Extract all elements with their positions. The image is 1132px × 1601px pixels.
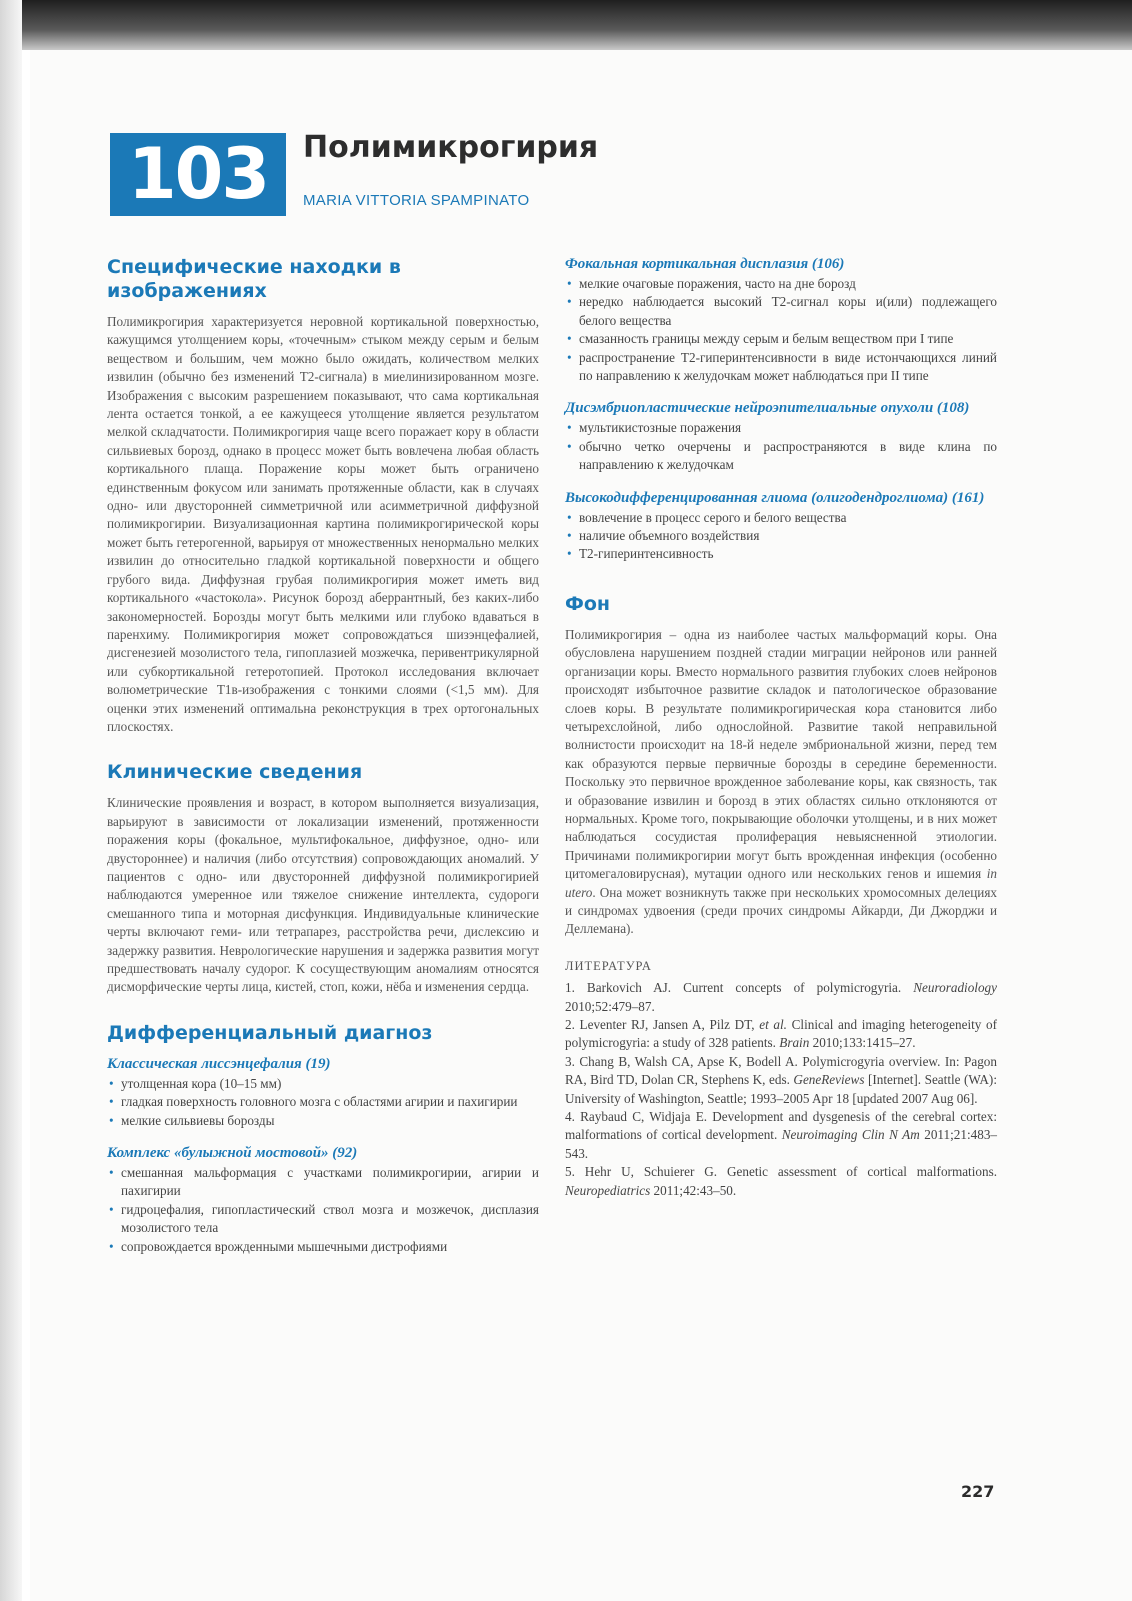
- diagnosis-list: [107, 1075, 539, 1130]
- text-run: 4. Raybaud C, Widjaja E. Development and dysgenesis of the cerebral cortex: malformations of cortical development.: [565, 1109, 997, 1143]
- text-run-italic: in utero: [565, 866, 997, 900]
- list-item: • мелкие очаговые поражения, часто на дне борозд: [565, 275, 997, 293]
- journal-name: Neuroradiology: [913, 980, 997, 996]
- list-item: • мультикистозные поражения: [565, 419, 997, 437]
- text-run: 1. Barkovich AJ. Current concepts of polymicrogyria.: [565, 980, 914, 996]
- section-clinical: [107, 760, 539, 996]
- list-item: • сопровождается врожденными мышечными дистрофиями: [107, 1238, 539, 1256]
- section-heading: Дифференциальный диагноз: [107, 1021, 433, 1044]
- right-column: [565, 255, 997, 1200]
- diagnosis-title: Фокальная кортикальная дисплазия (106): [565, 256, 845, 272]
- section-differential: [107, 1021, 539, 1256]
- list-item: • гидроцефалия, гипопластический ствол мозга и мозжечок, дисплазия мозолистого тела: [107, 1201, 539, 1238]
- diagnosis-list: [107, 1164, 539, 1256]
- list-item: • наличие объемного воздействия: [565, 527, 997, 545]
- page-gutter-shadow: [0, 0, 22, 1601]
- reference-item: [565, 1053, 997, 1108]
- references-heading: ЛИТЕРАТУРА: [565, 958, 652, 973]
- journal-name: Neuropediatrics: [565, 1182, 651, 1198]
- list-item: • Т2-гиперинтенсивность: [565, 545, 997, 563]
- section-heading: Клинические сведения: [107, 761, 363, 784]
- references-list: [565, 979, 997, 1200]
- list-item: • распространение Т2-гиперинтенсивности в виде истончающихся линий по направлению к желудочкам может наблюдаться при II типе: [565, 349, 997, 386]
- text-run: Полимикрогирия – одна из наиболее частых мальформаций коры. Она обусловлена нарушением поздней стадии миграции нейронов или ранней организации коры. Вместо нормального развития глубоких слоев нейронов происходят избыточное развитие складок и патологическое образование слоев коры. В результате полимикрогирическая кора становится либо четырехслойной, либо однослойной. Развитие такой неправильной волнистости происходит на 18-й неделе эмбриональной жизни, перед тем как образуются первые первичные борозды в середине беременности. Поскольку это первичное врожденное заболевание коры, как связность, так и образование извилин и борозд в этих областях сильно отклоняются от нормальных. Кроме того, покрывающие оболочки утолщены, и в них может наблюдаться сосудистая пролиферация невыясненной этиологии. Причинами полимикрогирии могут быть врожденная инфекция (особенно цитомегаловирусная), мутации одного или нескольких генов и ишемия: [565, 626, 997, 882]
- section-heading: Специфические находки в изображениях: [107, 256, 401, 302]
- section-text: Полимикрогирия характеризуется неровной кортикальной поверхностью, кажущимся утолщением коры, «точечным» стыком между серым и белым веществом и большим, чем можно было ожидать, количеством мелких извилин (обычно без изменений Т2-сигнала) в миелинизированном мозге. Изображения с высоким разрешением показывают, что сама кортикальная лента остается тонкой, а ее кажущееся утолщение является результатом мелкой складчатости. Полимикрогирия чаще всего поражает кору в области сильвиевых борозд, однако в процесс может быть вовлечена любая область кортикального плаща. Поражение коры может быть ограничено единственным фокусом или занимать протяженные области, как в случаях одно- или двусторонней симметричной или асимметричной диффузной полимикрогирии. Визуализационная картина полимикрогирической коры может быть гетерогенной, варьируя от множественных ненормально мелких извилин до относительно гладкой кортикальной поверхности и общего грубого вида. Диффузная грубая полимикрогирия может иметь вид кортикального «частокола». Рисунок борозд аберрантный, без каких-либо закономерностей. Борозды могут быть мелкими или глубоко вдаваться в паренхиму. Полимикрогирия может сопровождаться шизэнцефалией, дисгенезией мозолистого тела, гипоплазией мозжечка, перивентрикулярной или субкортикальной гетеротопией. Протокол исследования включает волюметрические Т1в-изображения с тонкими слоями (<1,5 мм). Для оценки этих изменений оптимальна реконструкция в трех ортогональных плоскостях.: [107, 314, 539, 734]
- diagnosis-title: Дисэмбриопластические нейроэпителиальные опухоли (108): [565, 400, 970, 417]
- text-run: 2011;42:43–50.: [650, 1182, 737, 1198]
- section-imaging: [107, 255, 539, 736]
- reference-item: [565, 1108, 997, 1163]
- scan-edge-bar: [0, 0, 1132, 50]
- section-text: [565, 626, 997, 939]
- text-run: 2010;52:479–87.: [565, 998, 655, 1014]
- chapter-number: 103: [110, 133, 286, 216]
- list-item: • нередко наблюдается высокий Т2-сигнал коры и(или) подлежащего белого вещества: [565, 293, 997, 330]
- text-run: 3. Chang B, Walsh CA, Apse K, Bodell A. Polymicrogyria overview. In: Pagon RA, Bird TD, Dolan CR, Stephens K, eds.: [565, 1053, 997, 1088]
- diagnosis-title: Классическая лиссэнцефалия (19): [107, 1055, 331, 1072]
- text-run: [Internet]. Seattle (WA): University of Washington, Seattle; 1993–2005 Apr 18 [updated 2007 Aug 06].: [565, 1072, 997, 1106]
- section-heading: Фон: [565, 592, 611, 615]
- chapter-title: Полимикрогирия: [303, 130, 599, 165]
- journal-name: et al.: [759, 1017, 787, 1032]
- text-run: 2011;21:483–543.: [565, 1127, 998, 1161]
- diagnosis-list: [565, 419, 997, 474]
- text-run: Clinical and imaging heterogeneity of polymicrogyria: a study of 328 patients.: [565, 1017, 998, 1051]
- journal-name: Brain: [779, 1035, 810, 1051]
- journal-name: GeneReviews: [793, 1072, 865, 1088]
- list-item: • вовлечение в процесс серого и белого вещества: [565, 509, 997, 527]
- text-run: 5. Hehr U, Schuierer G. Genetic assessment of cortical malformations.: [565, 1164, 997, 1180]
- section-text: Клинические проявления и возраст, в котором выполняется визуализация, варьируют в зависимости от локализации изменений, протяженности поражения коры (фокальное, мультифокальное, диффузное, одно- или двустороннее) и наличия (либо отсутствия) сопровождающих аномалий. У пациентов с одно- или двусторонней диффузной полимикрогирией наблюдаются умеренное или тяжелое снижение интеллекта, судороги смешанного типа и моторная дисфункция. Индивидуальные клинические черты включают геми- или тетрапарез, расстройства речи, дислексию и задержку развития. Неврологические нарушения и задержка развития могут предшествовать началу судорог. К сосуществующим аномалиям относятся дисморфические черты лица, кистей, стоп, кожи, нёба и изменения сердца.: [107, 795, 539, 995]
- list-item: • гладкая поверхность головного мозга с областями агирии и пахигирии: [107, 1093, 539, 1111]
- text-run: . Она может возникнуть также при нескольких хромосомных делециях и синдромах удвоения (среди прочих синдромы Айкарди, Ди Джорджи и Деллемана).: [565, 884, 997, 937]
- journal-name: Neuroimaging Clin N Am: [781, 1127, 920, 1143]
- list-item: • утолщенная кора (10–15 мм): [107, 1075, 539, 1093]
- page-number: 227: [961, 1482, 995, 1501]
- diagnosis-list: [565, 509, 997, 564]
- section-background: [565, 592, 997, 939]
- list-item: • мелкие сильвиевы борозды: [107, 1112, 539, 1130]
- diagnosis-list: [565, 275, 997, 385]
- chapter-author: MARIA VITTORIA SPAMPINATO: [303, 192, 530, 209]
- text-run: 2010;133:1415–27.: [809, 1035, 916, 1051]
- list-item: • смешанная мальформация с участками полимикрогирии, агирии и пахигирии: [107, 1164, 539, 1201]
- list-item: • смазанность границы между серым и белым веществом при I типе: [565, 330, 997, 348]
- reference-item: [565, 1016, 997, 1053]
- left-column: [107, 255, 539, 1270]
- diagnosis-title: Высокодифференцированная глиома (олигодендроглиома) (161): [565, 489, 985, 506]
- reference-item: [565, 1163, 997, 1200]
- list-item: • обычно четко очерчены и распространяются в виде клина по направлению к желудочкам: [565, 438, 997, 475]
- text-run: 2. Leventer RJ, Jansen A, Pilz DT,: [565, 1017, 760, 1032]
- reference-item: [565, 979, 997, 1016]
- diagnosis-title: Комплекс «булыжной мостовой» (92): [107, 1145, 358, 1162]
